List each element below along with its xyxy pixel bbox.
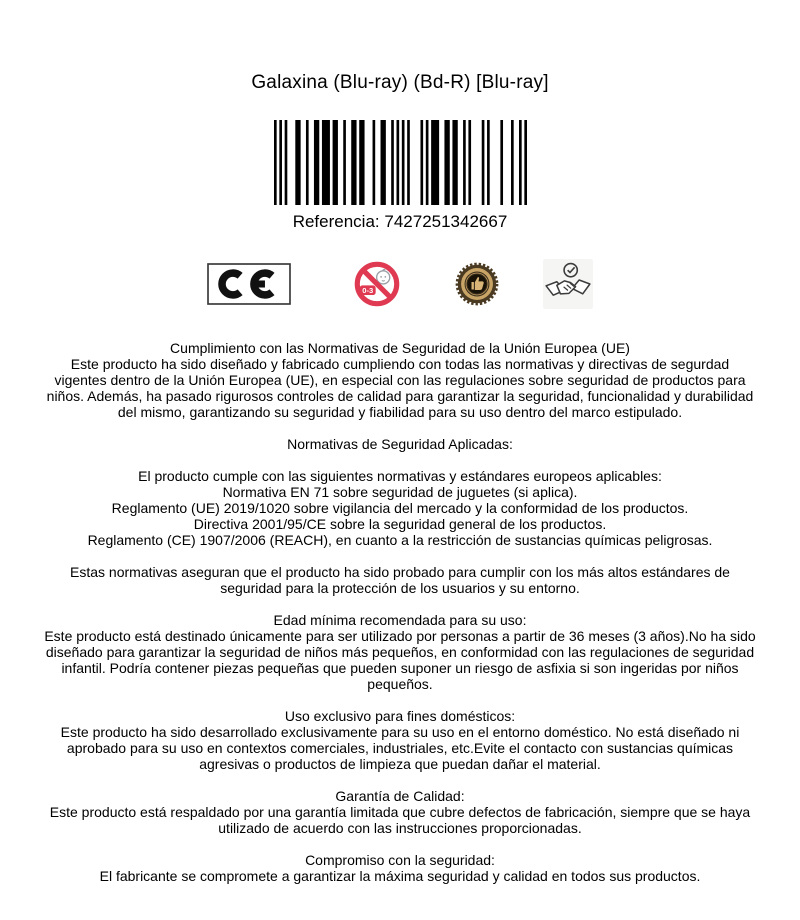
text-line: El producto cumple con las siguientes normativas y estándares europeos aplicables: [138, 468, 662, 484]
text-block [44, 340, 756, 420]
ce-mark-icon [207, 263, 291, 305]
reference-label: Referencia: [292, 212, 380, 231]
text-block [44, 436, 756, 452]
quality-badge-icon [455, 262, 499, 306]
text-line: Estas normativas aseguran que el producto ha sido probado para cumplir con los más altos estándares de seguridad para la protección de los usuarios y su entorno. [70, 564, 730, 596]
text-block [44, 788, 756, 836]
text-line: El fabricante se compromete a garantizar la máxima seguridad y calidad en todos sus productos. [99, 868, 701, 884]
text-block [44, 564, 756, 596]
text-line: Reglamento (UE) 2019/1020 sobre vigilancia del mercado y la conformidad de los productos. [111, 500, 689, 516]
text-line: Normativa EN 71 sobre seguridad de juguetes (si aplica). [222, 484, 578, 500]
text-block [44, 708, 756, 772]
product-title: Galaxina (Blu-ray) (Bd-R) [Blu-ray] [251, 72, 549, 93]
text-line: Uso exclusivo para fines domésticos: [284, 708, 516, 724]
reference-line [0, 212, 800, 232]
handshake-guarantee-icon [543, 259, 593, 309]
text-block [44, 468, 756, 548]
text-line: Cumplimiento con las Normativas de Seguridad de la Unión Europea (UE) [170, 340, 630, 356]
text-line: Reglamento (CE) 1907/2006 (REACH), en cuanto a la restricción de sustancias químicas peligrosas. [87, 532, 713, 548]
text-line: Directiva 2001/95/CE sobre la seguridad general de los productos. [193, 516, 607, 532]
reference-value: 7427251342667 [384, 212, 508, 231]
text-line: Este producto está respaldado por una garantía limitada que cubre defectos de fabricación, siempre que se haya utilizado de acuerdo con las instrucciones proporcionadas. [49, 804, 751, 836]
text-line: Edad mínima recomendada para su uso: [273, 612, 527, 628]
barcode [274, 120, 527, 205]
text-block [44, 612, 756, 692]
text-block [44, 852, 756, 884]
text-line: Este producto ha sido diseñado y fabricado cumpliendo con todas las normativas y directivas de segurdad vigentes dentro de la Unión Europea (UE), en especial con las regulaciones sobre seguridad de productos para niños. Además, ha pasado rigurosos controles de calidad para garantizar la seguridad, funcionalidad y durabilidad del mismo, garantizando su seguridad y fiabilidad para su uso dentro del marco estipulado. [46, 356, 754, 420]
text-line: Este producto está destinado únicamente para ser utilizado por personas a partir de 36 meses (3 años).No ha sido diseñado para garantizar la seguridad de niños más pequeños, en conformidad con las regulaciones de seguridad infantil. Podría contener piezas pequeñas que pueden suponer un riesgo de asfixia si son ingeridas por niños pequeños. [44, 628, 756, 692]
barcode-image [274, 120, 527, 205]
age-range-text: 0-3 [362, 285, 374, 295]
text-line: Garantía de Calidad: [335, 788, 465, 804]
text-line: Compromiso con la seguridad: [305, 852, 495, 868]
text-line: Normativas de Seguridad Aplicadas: [287, 436, 513, 452]
compliance-icons [0, 256, 800, 312]
age-warning-0-3-icon [354, 261, 400, 307]
safety-text [44, 340, 756, 884]
text-line: Este producto ha sido desarrollado exclusivamente para su uso en el entorno doméstico. No está diseñado ni aprobado para su uso en contextos comerciales, industriales, etc.Evite el contacto con sustancias químicas agresivas o productos de limpieza que puedan dañar el material. [60, 724, 740, 772]
